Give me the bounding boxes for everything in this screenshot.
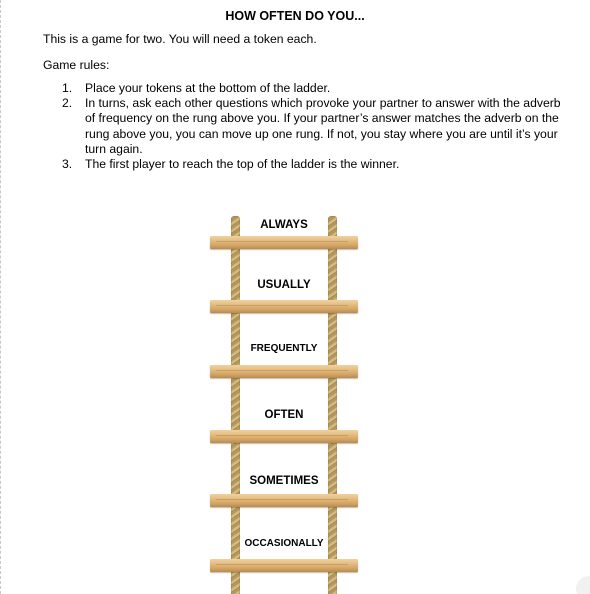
rung-label-occasionally: OCCASIONALLY <box>241 538 327 549</box>
ladder-rung <box>210 430 358 443</box>
rule-number: 2. <box>62 96 73 111</box>
ladder-illustration <box>210 212 358 594</box>
page-title: HOW OFTEN DO YOU... <box>225 9 365 23</box>
ladder-rung <box>210 559 358 572</box>
ladder-rope-left <box>231 216 240 594</box>
page-edge <box>0 0 1 594</box>
rule-number: 1. <box>62 81 73 95</box>
rule-text: Place your tokens at the bottom of the ladder. <box>85 81 331 95</box>
rules-label: Game rules: <box>43 58 110 72</box>
ladder-rope-right <box>328 216 337 594</box>
ladder-rung <box>210 494 358 507</box>
rung-label-frequently: FREQUENTLY <box>241 343 327 354</box>
rung-label-sometimes: SOMETIMES <box>241 475 327 487</box>
rule-item <box>62 157 562 172</box>
ladder-rung <box>210 365 358 378</box>
rule-number: 3. <box>62 157 73 172</box>
rule-text: In turns, ask each other questions which provoke your partner to answer with the adverb of frequency on the rung above you. If your partner’s answer matches the adverb on the rung above you, you can move up one rung. If not, you stay where you are until it’s your turn again. <box>85 96 561 156</box>
rule-text: The first player to reach the top of the ladder is the winner. <box>85 157 400 172</box>
rules-list <box>62 81 562 172</box>
rung-label-usually: USUALLY <box>241 279 327 291</box>
corner-shadow <box>576 576 590 594</box>
rung-label-always: ALWAYS <box>241 219 327 231</box>
rung-label-often: OFTEN <box>241 409 327 421</box>
ladder-rung <box>210 300 358 313</box>
rule-item <box>62 81 562 96</box>
rule-item <box>62 96 562 157</box>
ladder-rung <box>210 236 358 249</box>
intro-text: This is a game for two. You will need a token each. <box>43 32 317 46</box>
